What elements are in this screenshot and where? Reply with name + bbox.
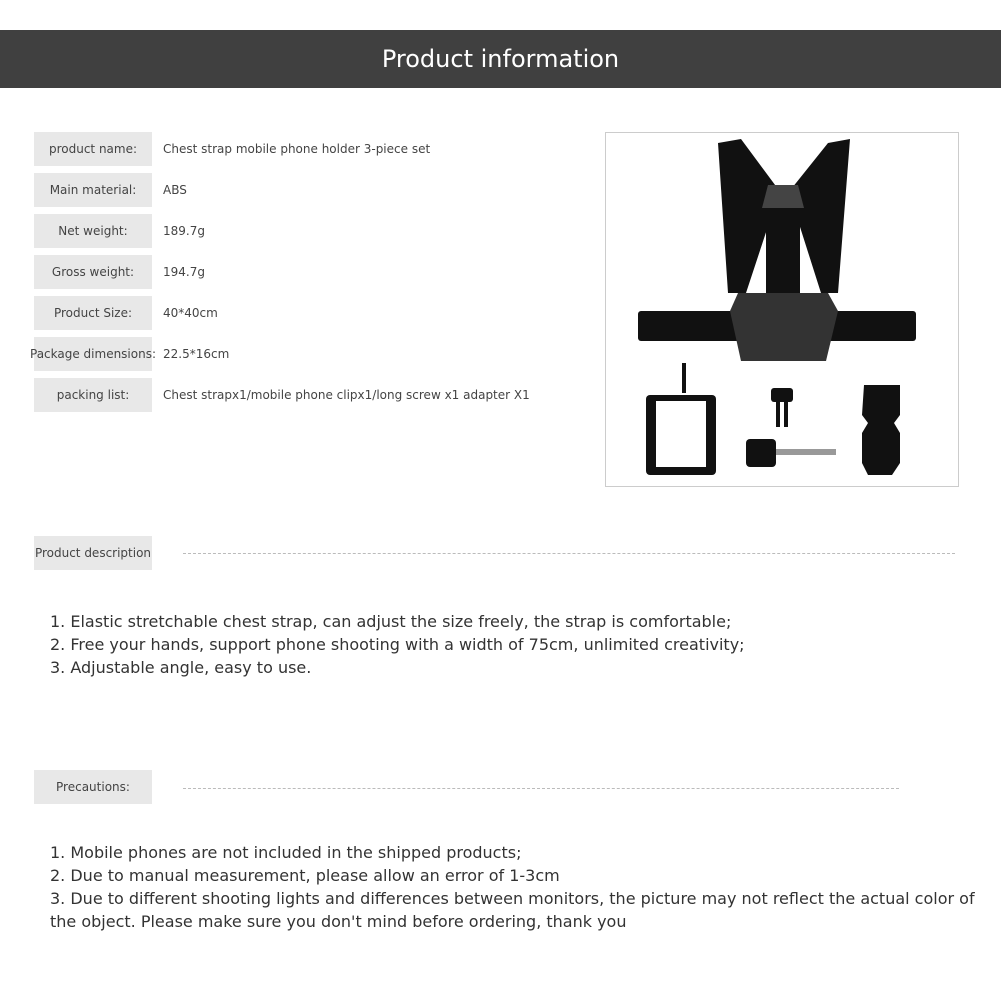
center-strap bbox=[766, 198, 800, 298]
spec-value: 194.7g bbox=[163, 265, 205, 279]
divider bbox=[183, 788, 899, 789]
spec-label: Gross weight: bbox=[34, 255, 152, 289]
spec-row bbox=[34, 255, 205, 289]
section-label-precautions: Precautions: bbox=[34, 770, 152, 804]
spec-value: 22.5*16cm bbox=[163, 347, 230, 361]
list-item: 2. Due to manual measurement, please allow an error of 1-3cm bbox=[50, 866, 560, 885]
spec-label: Main material: bbox=[34, 173, 152, 207]
spec-value: 189.7g bbox=[163, 224, 205, 238]
spec-row bbox=[34, 378, 530, 412]
list-item: 1. Mobile phones are not included in the shipped products; bbox=[50, 843, 522, 862]
long-screw bbox=[746, 439, 776, 467]
spec-row bbox=[34, 132, 430, 166]
section-label-description: Product description bbox=[34, 536, 152, 570]
spec-row bbox=[34, 296, 218, 330]
spec-row bbox=[30, 337, 230, 371]
spec-label: Net weight: bbox=[34, 214, 152, 248]
spec-label: product name: bbox=[34, 132, 152, 166]
spec-value: 40*40cm bbox=[163, 306, 218, 320]
spec-row bbox=[34, 214, 205, 248]
list-item: 1. Elastic stretchable chest strap, can adjust the size freely, the strap is comfortable; bbox=[50, 612, 732, 631]
divider bbox=[183, 553, 955, 554]
spec-label: packing list: bbox=[34, 378, 152, 412]
product-image bbox=[605, 132, 959, 487]
list-item: 3. Due to different shooting lights and differences between monitors, the picture may not reflect the actual color of the object. Please make sure you don't mind before ordering, thank you bbox=[50, 889, 975, 931]
adapter bbox=[862, 385, 900, 475]
list-item: 2. Free your hands, support phone shooting with a width of 75cm, unlimited creativity; bbox=[50, 635, 745, 654]
chest-plate bbox=[730, 293, 838, 361]
spec-value: Chest strap mobile phone holder 3-piece set bbox=[163, 142, 431, 156]
back-plate bbox=[762, 185, 804, 208]
spec-label: Product Size: bbox=[34, 296, 152, 330]
list-item: 3. Adjustable angle, easy to use. bbox=[50, 658, 312, 677]
spec-value: Chest strapx1/mobile phone clipx1/long screw x1 adapter X1 bbox=[163, 388, 530, 402]
spec-label: Package dimensions: bbox=[34, 337, 152, 371]
precautions-list bbox=[50, 841, 980, 933]
spec-value: ABS bbox=[163, 183, 187, 197]
page-header bbox=[0, 30, 1001, 88]
description-list bbox=[50, 610, 980, 679]
page-title: Product information bbox=[381, 45, 620, 73]
spec-row bbox=[34, 173, 187, 207]
